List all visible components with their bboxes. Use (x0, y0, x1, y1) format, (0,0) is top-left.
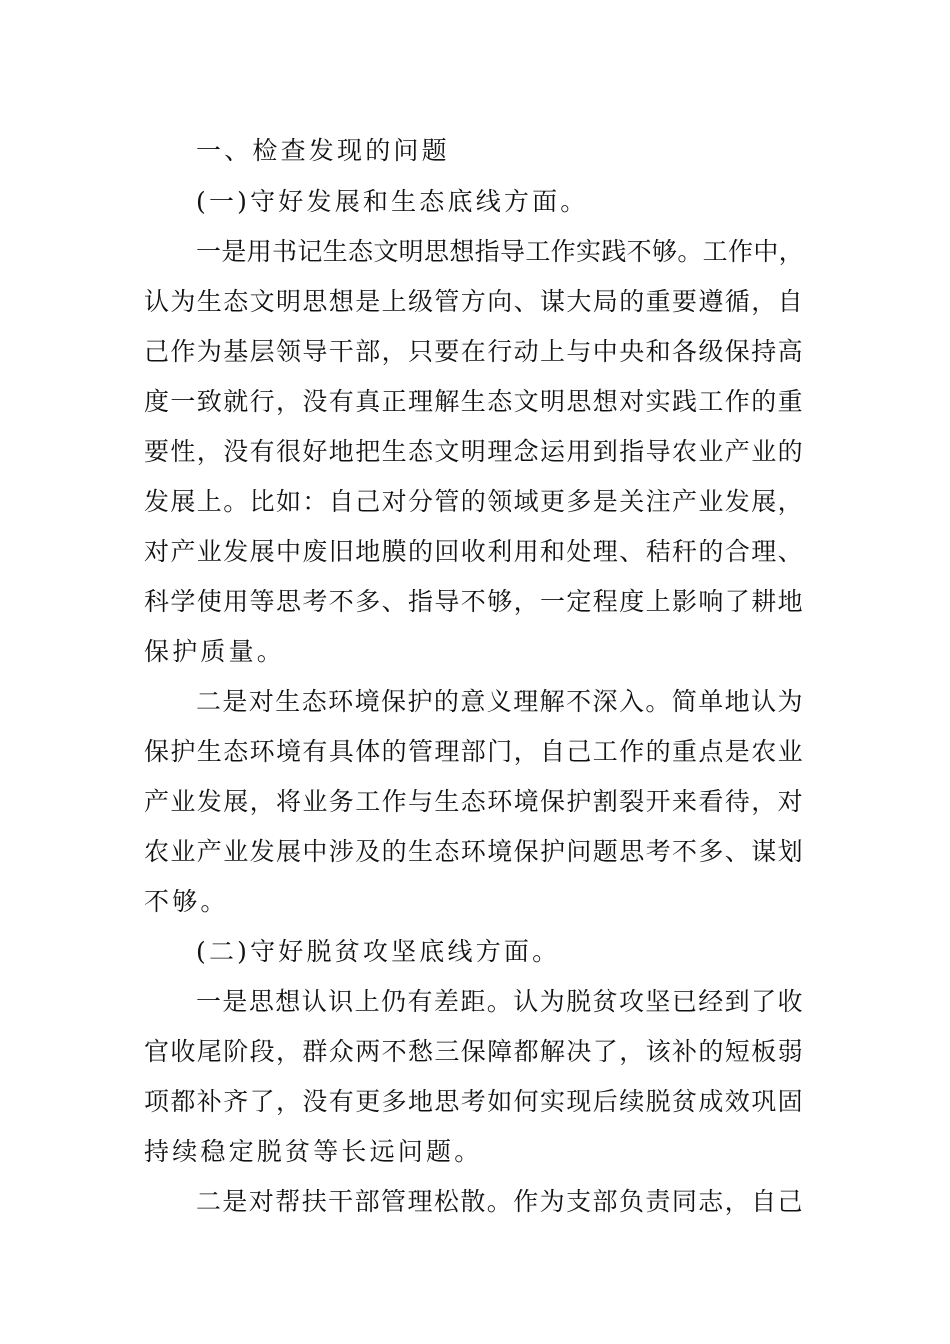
paragraph-line: 己作为基层领导干部，只要在行动上与中央和各级保持高 (144, 337, 804, 366)
paragraph-line: 二是对帮扶干部管理松散。作为支部负责同志，自己 (196, 1187, 804, 1216)
paragraph-line: 发展上。比如：自己对分管的领域更多是关注产业发展， (144, 487, 804, 516)
subsection-title-1: (一)守好发展和生态底线方面。 (196, 187, 589, 216)
paragraph-line: 度一致就行，没有真正理解生态文明思想对实践工作的重 (144, 387, 804, 416)
paragraph-line: 项都补齐了，没有更多地思考如何实现后续脱贫成效巩固 (144, 1087, 804, 1116)
paragraph-line: 产业发展，将业务工作与生态环境保护割裂开来看待，对 (144, 787, 804, 816)
subsection-title-2: (二)守好脱贫攻坚底线方面。 (196, 937, 561, 966)
paragraph-line: 要性，没有很好地把生态文明理念运用到指导农业产业的 (144, 437, 804, 466)
paragraph-line: 一是思想认识上仍有差距。认为脱贫攻坚已经到了收 (196, 987, 804, 1016)
paragraph-line: 二是对生态环境保护的意义理解不深入。简单地认为 (196, 687, 804, 716)
paragraph-line: 认为生态文明思想是上级管方向、谋大局的重要遵循，自 (144, 287, 804, 316)
paragraph-line: 科学使用等思考不多、指导不够，一定程度上影响了耕地 (144, 587, 804, 616)
section-heading: 一、检查发现的问题 (196, 136, 450, 165)
paragraph-line: 持续稳定脱贫等长远问题。 (144, 1137, 483, 1166)
paragraph-line: 保护生态环境有具体的管理部门，自己工作的重点是农业 (144, 737, 804, 766)
paragraph-line: 不够。 (144, 887, 229, 916)
paragraph-line: 官收尾阶段，群众两不愁三保障都解决了，该补的短板弱 (144, 1037, 804, 1066)
paragraph-line: 一是用书记生态文明思想指导工作实践不够。工作中， (196, 237, 804, 266)
paragraph-line: 保护质量。 (144, 637, 286, 666)
paragraph-line: 对产业发展中废旧地膜的回收利用和处理、秸秆的合理、 (144, 537, 804, 566)
paragraph-line: 农业产业发展中涉及的生态环境保护问题思考不多、谋划 (144, 837, 804, 866)
